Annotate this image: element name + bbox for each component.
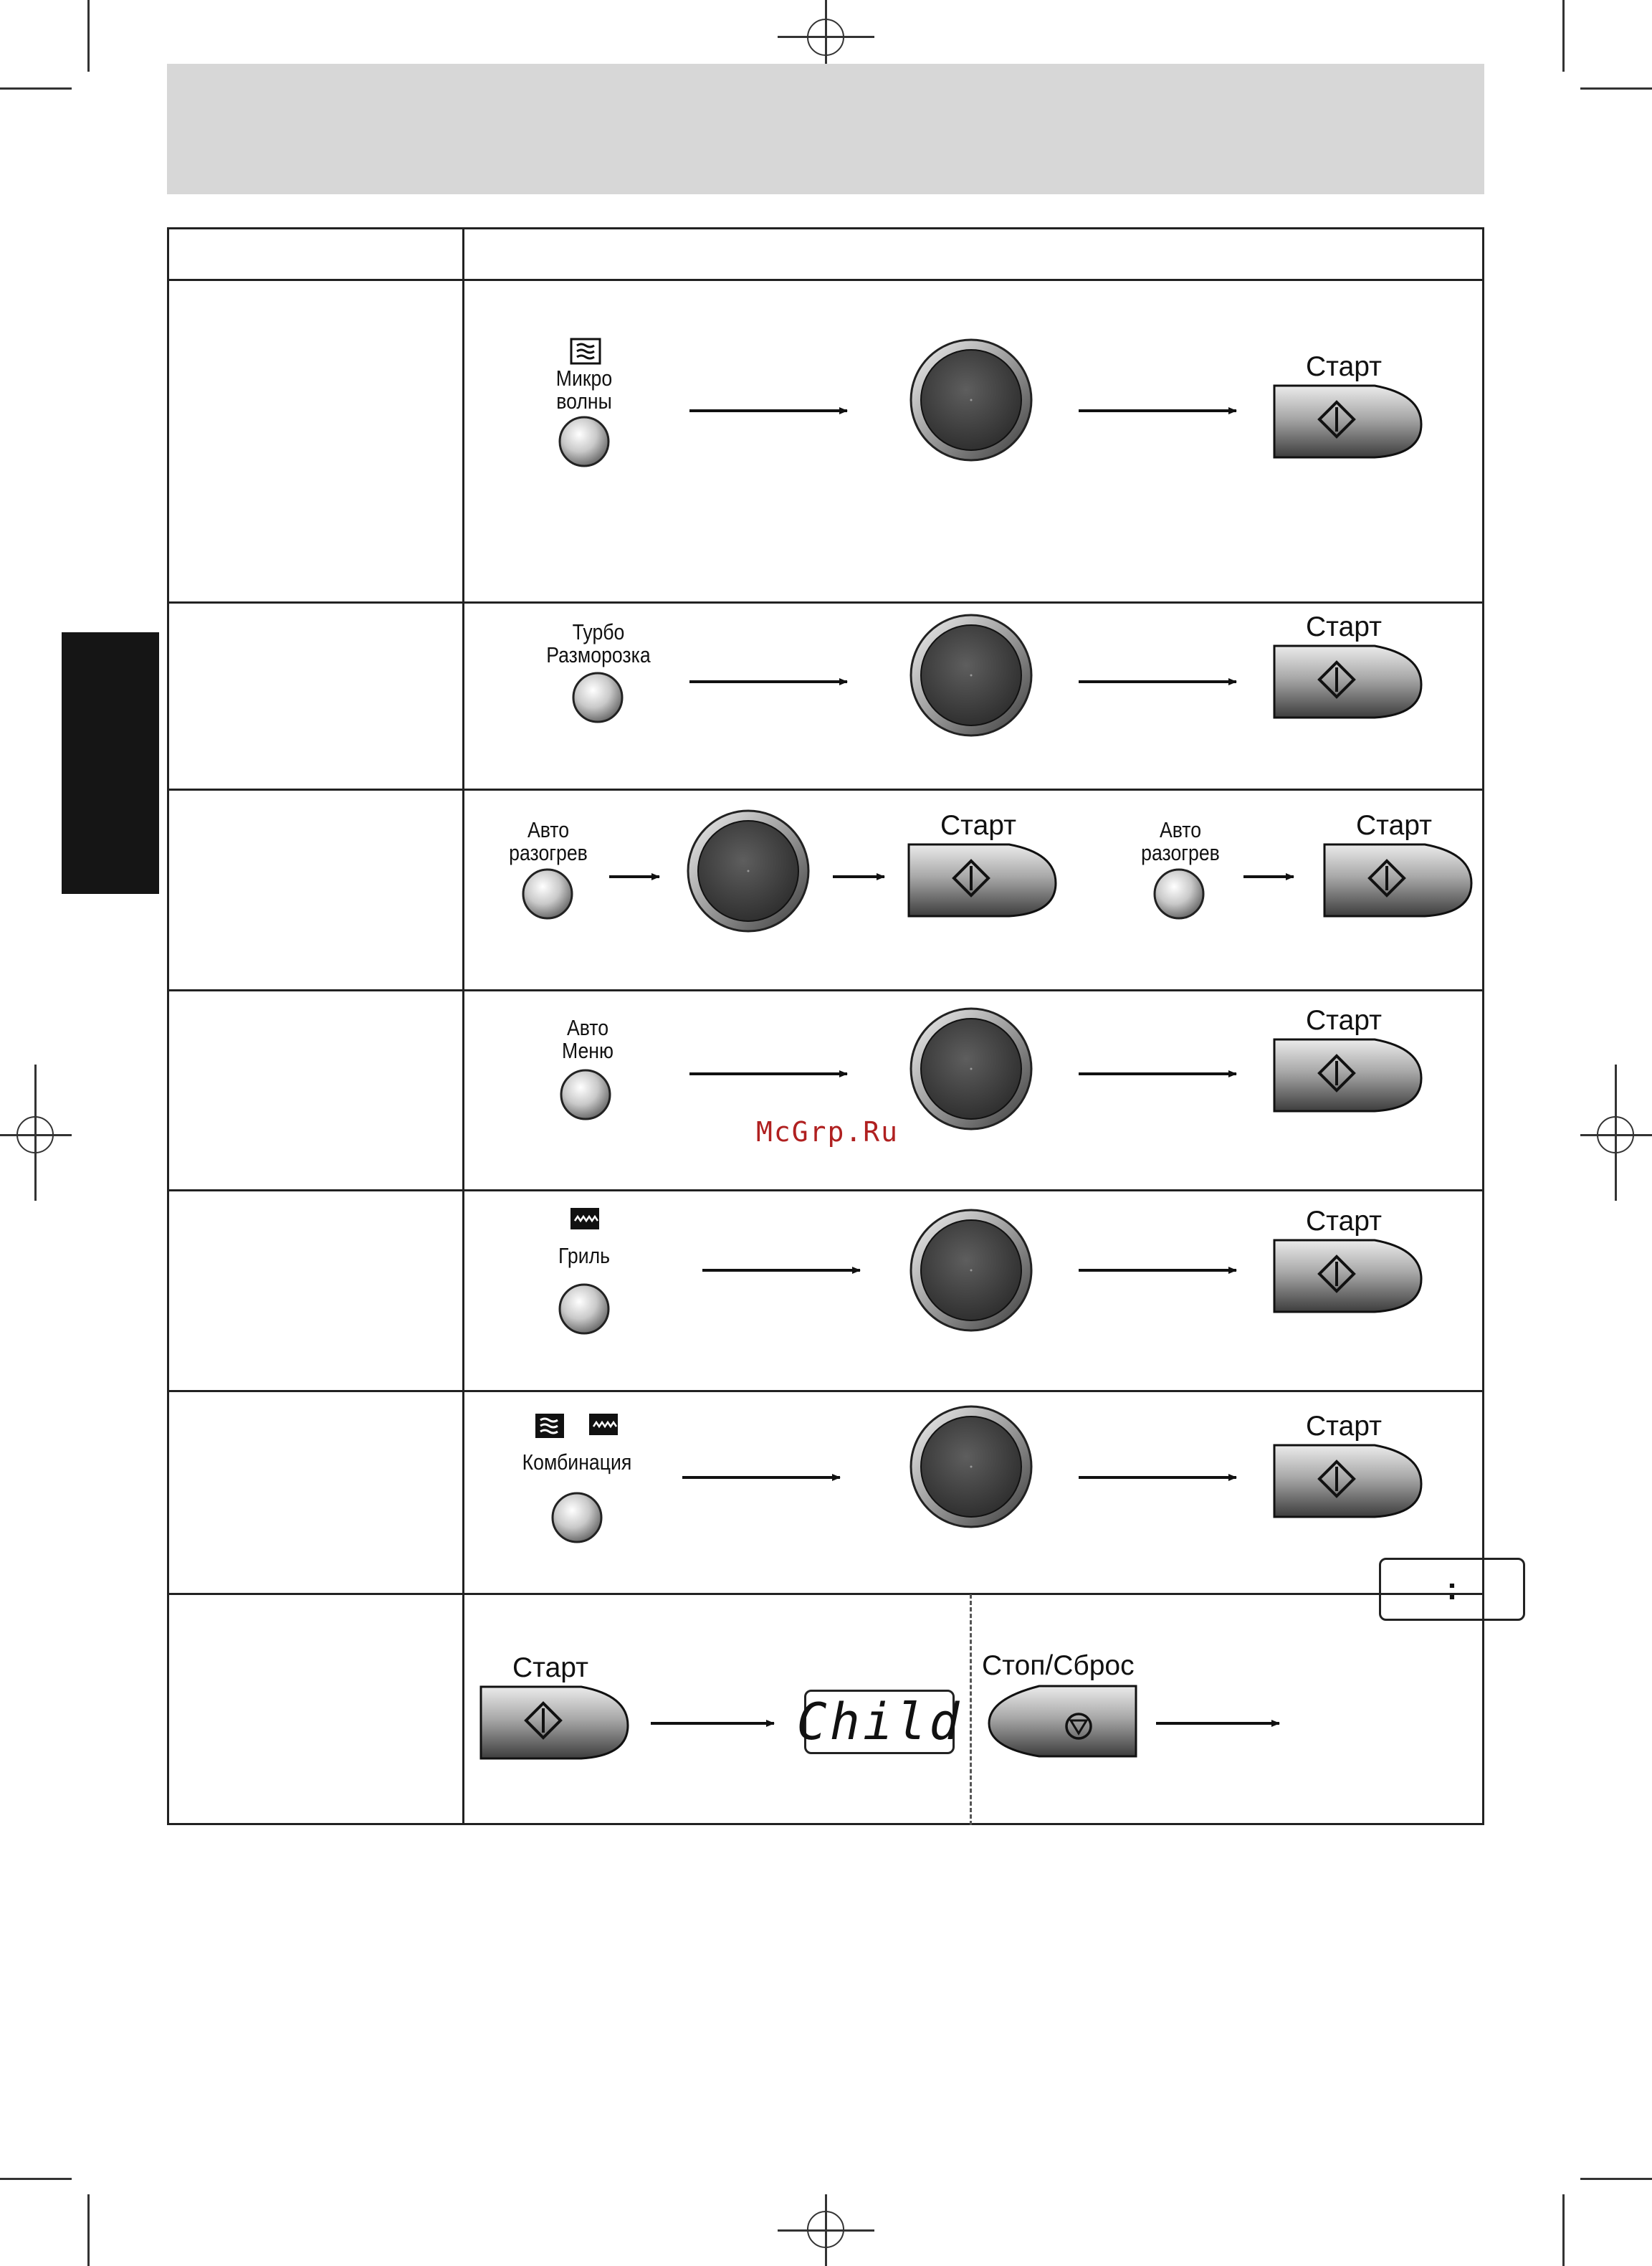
start-button[interactable] <box>1274 1240 1421 1312</box>
dial-knob-icon[interactable] <box>688 811 808 931</box>
grill-element-icon <box>589 1414 618 1435</box>
clock-display: : <box>1379 1558 1525 1621</box>
auto-reheat-button[interactable] <box>1155 870 1203 918</box>
auto-menu-label: Авто Меню <box>561 1015 614 1063</box>
start-label: Старт <box>940 810 1016 841</box>
stop-reset-button[interactable] <box>989 1686 1136 1756</box>
dial-knob-icon[interactable] <box>911 615 1031 736</box>
turbo-defrost-button[interactable] <box>573 673 622 722</box>
dial-knob-icon[interactable] <box>911 1210 1031 1330</box>
start-button[interactable] <box>1274 386 1421 457</box>
start-label: Старт <box>1306 1411 1382 1442</box>
start-button[interactable] <box>1274 1445 1421 1517</box>
start-button[interactable] <box>909 844 1056 916</box>
dial-knob-icon[interactable] <box>911 1406 1031 1527</box>
start-label: Старт <box>1306 351 1382 382</box>
stop-reset-label: Стоп/Сброс <box>982 1650 1135 1681</box>
child-lock-display: Child <box>804 1690 955 1754</box>
start-label: Старт <box>1306 1206 1382 1237</box>
dial-knob-icon[interactable] <box>911 1009 1031 1129</box>
start-button[interactable] <box>1274 1039 1421 1111</box>
start-label: Старт <box>1306 611 1382 642</box>
start-label: Старт <box>1356 810 1432 841</box>
microwave-waves-icon <box>535 1414 564 1438</box>
microwave-waves-icon <box>571 339 600 363</box>
auto-reheat-label: Авто разогрев <box>509 817 588 865</box>
auto-reheat-label: Авто разогрев <box>1141 817 1220 865</box>
grill-element-icon <box>570 1208 599 1229</box>
combination-button[interactable] <box>553 1493 601 1542</box>
microwave-button[interactable] <box>560 417 608 466</box>
auto-reheat-button[interactable] <box>523 870 572 918</box>
start-button[interactable] <box>1324 844 1471 916</box>
auto-menu-button[interactable] <box>561 1070 610 1119</box>
microwave-label: Микро волны <box>555 366 613 414</box>
grill-button[interactable] <box>560 1285 608 1333</box>
start-label: Старт <box>512 1652 588 1683</box>
dial-knob-icon[interactable] <box>911 340 1031 460</box>
start-button[interactable] <box>1274 646 1421 718</box>
turbo-defrost-label: Турбо Разморозка <box>546 619 651 667</box>
start-label: Старт <box>1306 1005 1382 1036</box>
watermark: McGrp.Ru <box>756 1116 899 1148</box>
start-button[interactable] <box>481 1687 628 1758</box>
grill-label: Гриль <box>558 1243 611 1268</box>
combination-label: Комбинация <box>522 1449 632 1475</box>
